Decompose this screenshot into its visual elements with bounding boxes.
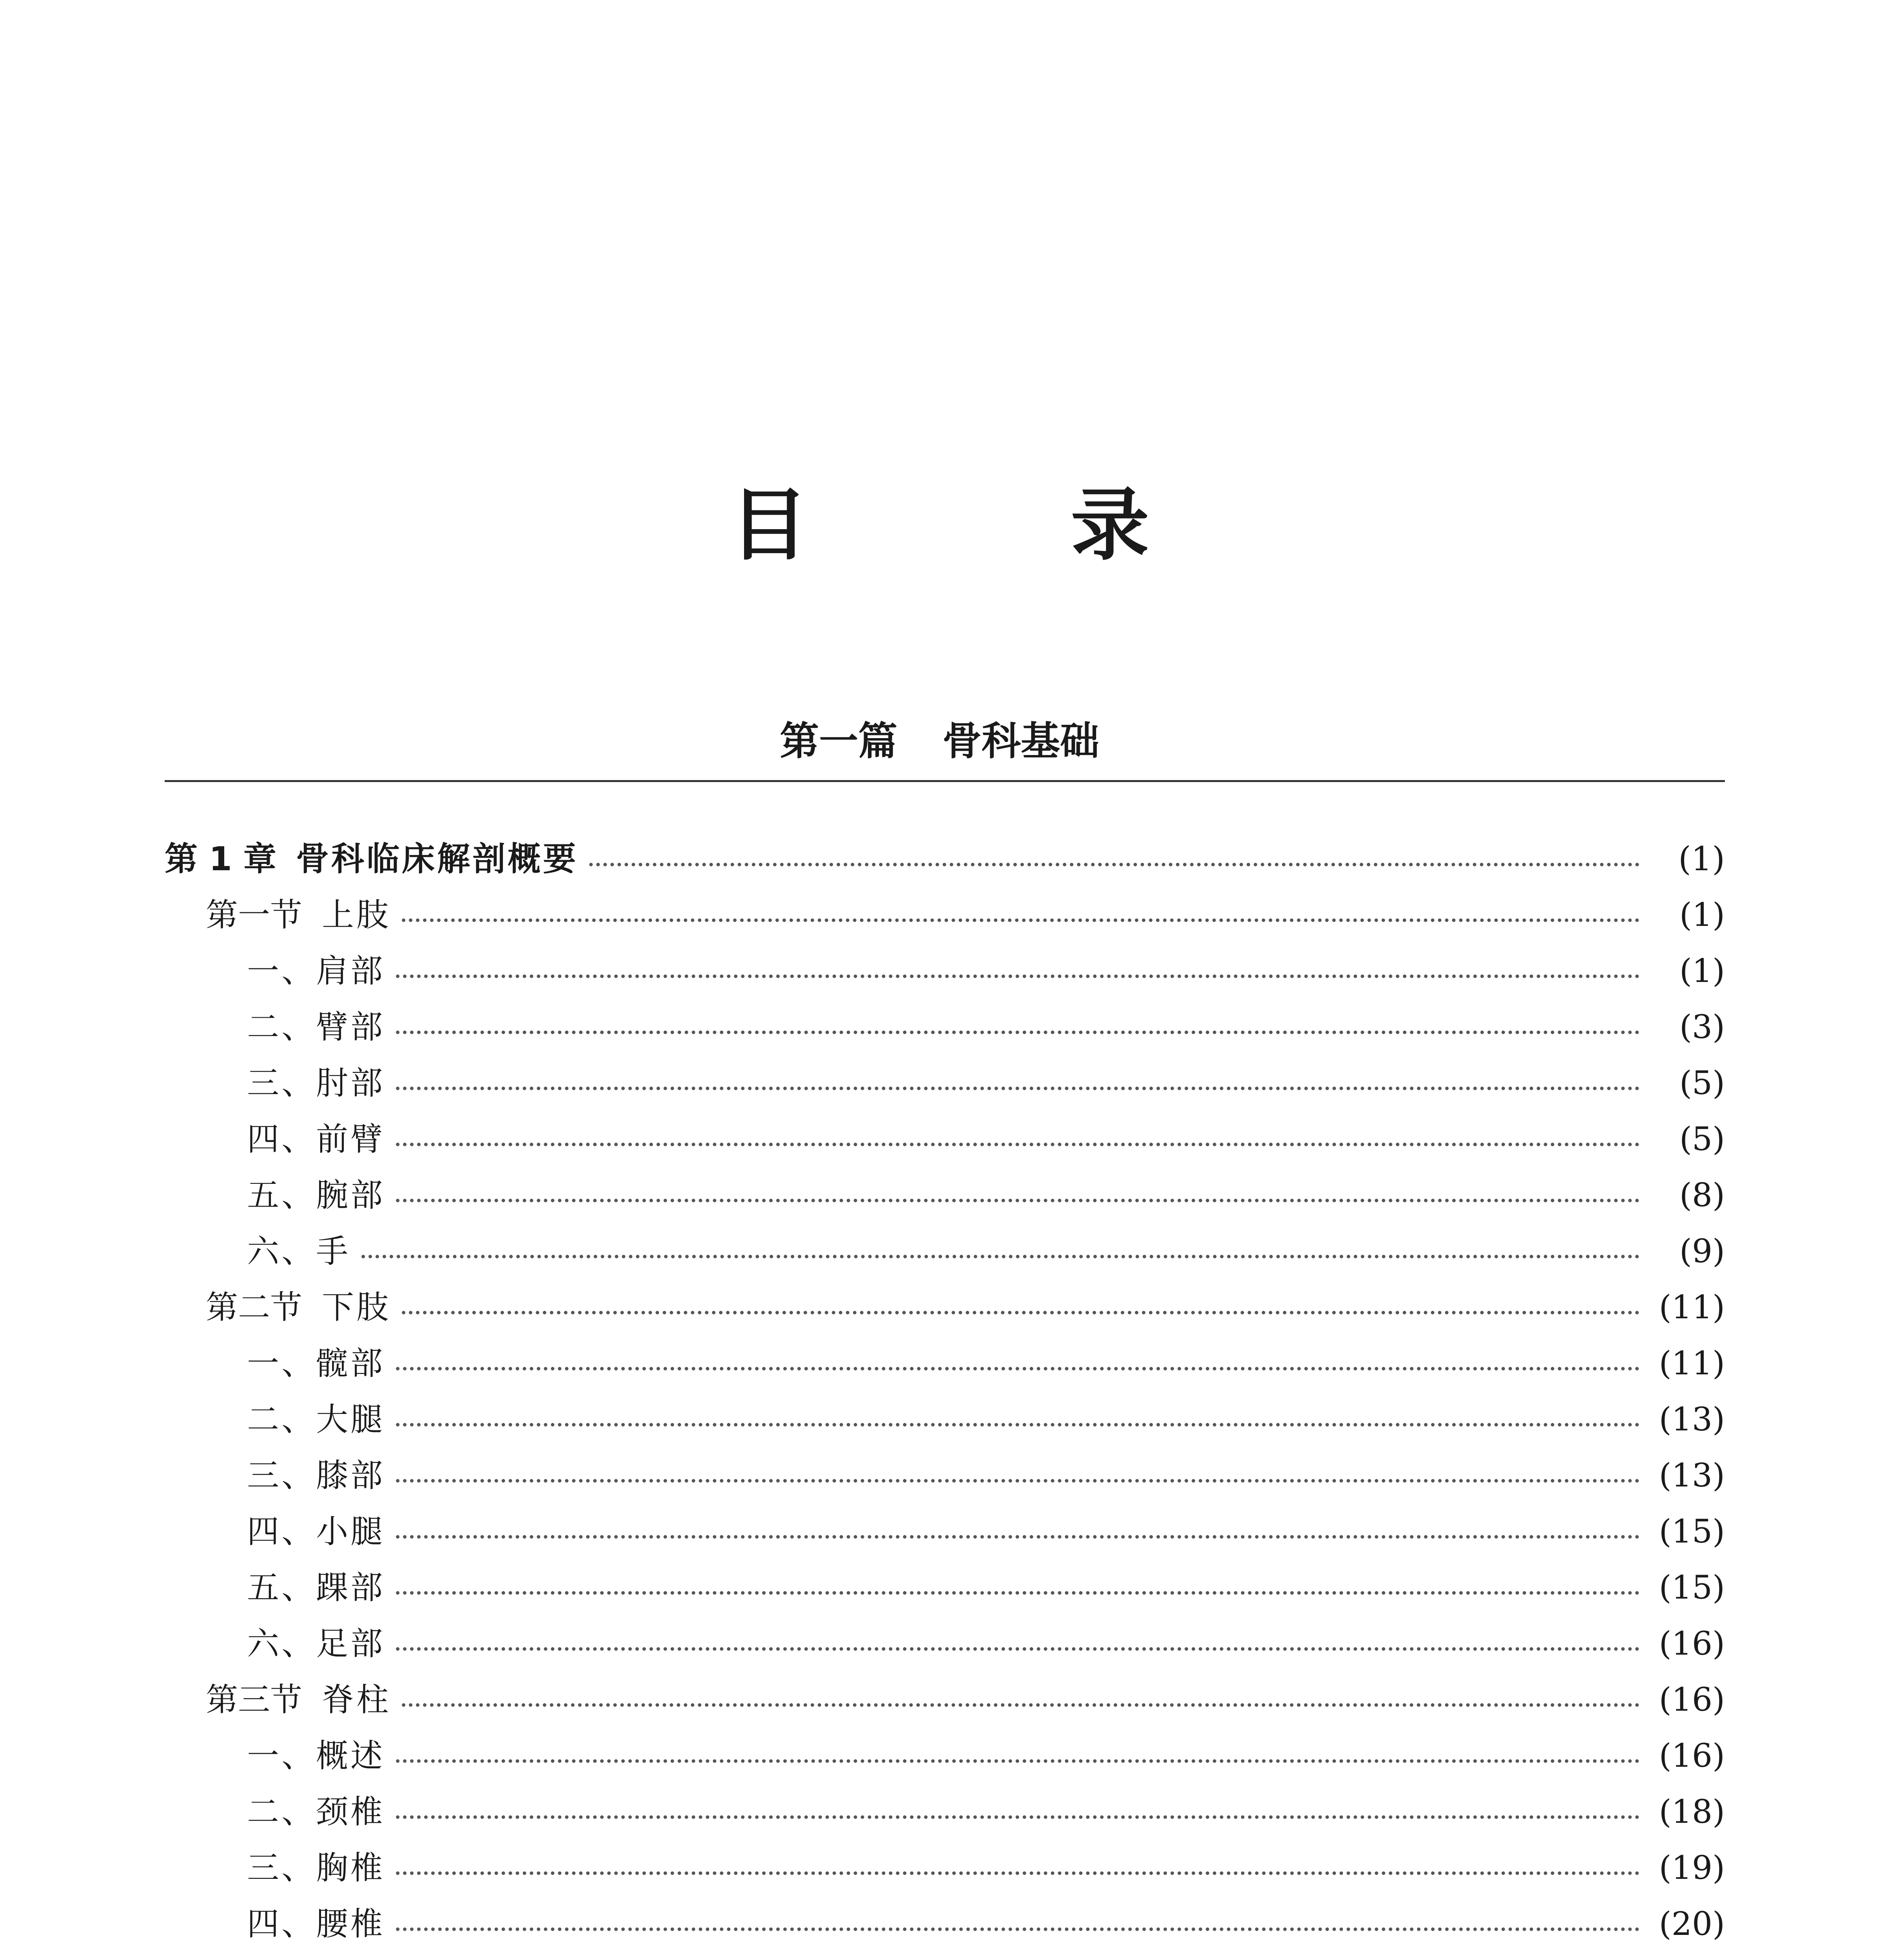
toc-entry-number: 第二节 [206,1289,303,1326]
toc-item [165,1896,1725,1952]
toc-entry-title: 五、踝部 [247,1569,385,1606]
part-heading [0,710,1879,766]
toc-entry-page: (1) [1679,897,1725,934]
dot-leader [396,1927,1639,1931]
toc-entry-page: (15) [1659,1569,1725,1606]
toc-chapter [165,831,1725,887]
toc-entry-title: 五、腕部 [247,1177,385,1214]
toc-item [165,1728,1725,1784]
toc-entry-page: (1) [1678,840,1725,878]
toc-entry-title: 下肢 [322,1289,391,1326]
dot-leader [396,1535,1639,1539]
toc-item [165,1111,1725,1167]
toc-entry-title: 脊柱 [322,1681,391,1719]
toc-entry-page: (16) [1659,1681,1725,1719]
toc-entry-page [1650,1952,1725,1960]
toc-entry-page: (9) [1679,1233,1725,1270]
dot-leader [396,1591,1639,1595]
toc-entry-title: 三、肘部 [247,1065,385,1102]
toc-section [165,1279,1725,1336]
dot-leader [396,1087,1639,1090]
toc-entry-title: 一、髋部 [247,1345,385,1382]
dot-leader [396,1143,1639,1146]
toc-item [165,1616,1725,1672]
toc-entry-title: 二、大腿 [247,1401,385,1438]
toc-entry-page: (3) [1679,1009,1725,1046]
toc-entry-title: 三、胸椎 [247,1849,385,1887]
toc-entry-page: (13) [1659,1457,1725,1494]
toc-entry-title: 一、概述 [247,1737,385,1775]
toc-item [165,1504,1725,1560]
toc-entry-title: 骨科临床解剖概要 [296,840,578,878]
toc-section [165,1672,1725,1728]
dot-leader [396,1423,1639,1426]
dot-leader [402,1311,1639,1314]
toc-entry-page: (11) [1659,1345,1725,1382]
toc-entry-title: 四、前臂 [247,1121,385,1158]
toc-item [165,1223,1725,1279]
toc-entry-page: (15) [1659,1513,1725,1550]
dot-leader [361,1255,1639,1258]
toc-item [165,999,1725,1055]
dot-leader [396,1199,1639,1202]
part-name: 骨科基础 [942,718,1099,764]
toc-entry-page: (13) [1659,1401,1725,1438]
toc-section [165,887,1725,943]
toc-entry-title: 一、肩部 [247,953,385,990]
toc-entry-page: (5) [1679,1121,1725,1158]
dot-leader [589,863,1639,866]
toc-entry-page: (18) [1659,1793,1725,1831]
dot-leader [396,975,1639,978]
toc-entry-page: (16) [1659,1737,1725,1775]
toc-entry-page: (5) [1679,1065,1725,1102]
toc-entry-title: 三、膝部 [247,1457,385,1494]
toc-entry-title: 四、小腿 [247,1513,385,1550]
toc-item [165,1448,1725,1504]
toc-item [165,1167,1725,1223]
toc-entry-number: 第三节 [206,1681,303,1719]
toc-entry-page: (19) [1659,1849,1725,1887]
toc-item [165,1840,1725,1896]
toc-item [165,1336,1725,1392]
dot-leader [402,1703,1639,1707]
toc-entry-title: 四、腰椎 [247,1906,385,1943]
dot-leader [402,918,1639,922]
page-title: 目 录 [730,480,1267,571]
toc-entry-page: (20) [1659,1906,1725,1943]
toc-entry-number: 第一节 [206,897,303,934]
toc-entry-page: (8) [1679,1177,1725,1214]
toc-item [165,1392,1725,1448]
dot-leader [396,1815,1639,1819]
dot-leader [396,1479,1639,1483]
part-label: 第一篇 [780,718,898,764]
dot-leader [396,1647,1639,1651]
toc-item [165,943,1725,999]
dot-leader [396,1871,1639,1875]
toc-entry-title: 上肢 [322,897,391,934]
toc-item [165,1560,1725,1616]
toc-entry-page: (1) [1679,953,1725,990]
toc-item [165,1055,1725,1111]
toc-entry-number: 第 1 章 [165,840,276,878]
toc-entry-page: (11) [1659,1289,1725,1326]
dot-leader [396,1367,1639,1370]
dot-leader [396,1759,1639,1763]
dot-leader [396,1031,1639,1034]
table-of-contents [165,831,1725,1960]
toc-item [165,1784,1725,1840]
toc-entry-title: 二、颈椎 [247,1793,385,1831]
toc-entry-page: (16) [1659,1625,1725,1662]
heading-divider [165,780,1725,782]
toc-entry-title [247,1952,419,1960]
toc-entry-title: 二、臂部 [247,1009,385,1046]
toc-entry-title: 六、足部 [247,1625,385,1662]
toc-entry-title: 六、手 [247,1233,351,1270]
toc-item [165,1952,1725,1960]
